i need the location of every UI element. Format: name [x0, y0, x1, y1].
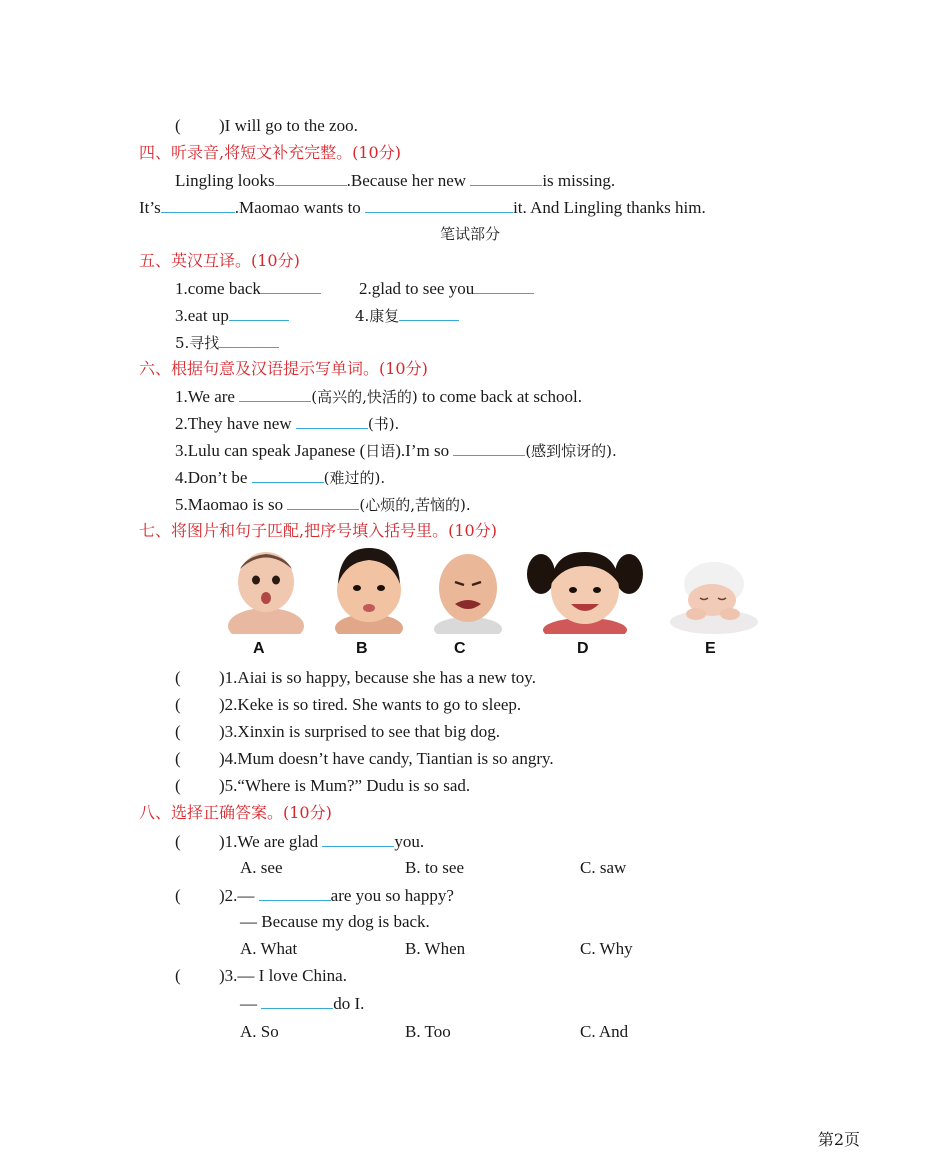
answer-blank[interactable]	[322, 830, 394, 847]
answer-blank[interactable]	[474, 277, 534, 294]
photo-label-a: A	[253, 640, 265, 657]
baby-photo-d	[525, 544, 645, 634]
passage-line-2: It’s .Maomao wants to it. And Lingling thanks him.	[139, 198, 706, 217]
answer-blank[interactable]	[470, 169, 542, 186]
choice-option-3a[interactable]: A. So	[240, 1022, 279, 1041]
choice-option-3b[interactable]: B. Too	[405, 1022, 451, 1041]
word-item-2: 2.They have new (书).	[175, 414, 400, 433]
translation-item-5: 5.寻找	[175, 331, 279, 354]
photo-label-b: B	[356, 640, 368, 657]
answer-blank[interactable]	[239, 385, 311, 402]
choice-option-1c[interactable]: C. saw	[580, 858, 627, 877]
answer-blank[interactable]	[261, 992, 333, 1009]
translation-item-2: 2.glad to see you	[359, 277, 534, 300]
answer-blank[interactable]	[219, 331, 279, 348]
answer-blank[interactable]	[261, 277, 321, 294]
match-sentence-1: ( )1.Aiai is so happy, because she has a new toy.	[175, 668, 536, 687]
word-item-1: 1.We are (高兴的,快活的) to come back at school.	[175, 387, 582, 406]
match-sentence-5: ( )5.“Where is Mum?” Dudu is so sad.	[175, 776, 471, 795]
baby-photo-a	[225, 544, 307, 634]
section-7-heading: 七、将图片和句子匹配,把序号填入括号里。(10分)	[139, 521, 497, 540]
word-item-4: 4.Don’t be (难过的).	[175, 468, 386, 487]
answer-blank[interactable]	[296, 412, 368, 429]
answer-parenthesis[interactable]: (	[175, 886, 181, 905]
answer-parenthesis[interactable]: (	[175, 749, 181, 768]
choice-question-2-reply: — Because my dog is back.	[240, 912, 430, 931]
word-item-5: 5.Maomao is so (心烦的,苦恼的).	[175, 495, 471, 514]
answer-parenthesis[interactable]: (	[175, 776, 181, 795]
section-8-heading: 八、选择正确答案。(10分)	[139, 803, 332, 822]
choice-question-3: ( )3.— I love China.	[175, 966, 347, 985]
choice-question-2: ( )2.— are you so happy?	[175, 886, 454, 905]
photo-label-c: C	[454, 640, 466, 657]
baby-photo-c	[431, 544, 505, 634]
choice-option-3c[interactable]: C. And	[580, 1022, 629, 1041]
answer-parenthesis[interactable]: (	[175, 668, 181, 687]
passage-line-1: Lingling looks .Because her new is missing.	[175, 171, 616, 190]
translation-item-4: 4.康复	[355, 304, 459, 327]
answer-blank[interactable]	[161, 196, 235, 213]
answer-blank[interactable]	[229, 304, 289, 321]
answer-parenthesis[interactable]: (	[175, 832, 181, 851]
answer-blank[interactable]	[252, 466, 324, 483]
choice-option-2a[interactable]: A. What	[240, 939, 298, 958]
answer-parenthesis[interactable]: (	[175, 116, 181, 135]
choice-option-2b[interactable]: B. When	[405, 939, 466, 958]
match-sentence-4: ( )4.Mum doesn’t have candy, Tiantian is so angry.	[175, 749, 554, 768]
choice-option-1b[interactable]: B. to see	[405, 858, 465, 877]
match-sentence-2: ( )2.Keke is so tired. She wants to go to sleep.	[175, 695, 522, 714]
photo-label-d: D	[577, 640, 589, 657]
answer-blank[interactable]	[287, 493, 359, 510]
baby-photo-b	[330, 544, 408, 634]
section-6-heading: 六、根据句意及汉语提示写单词。(10分)	[139, 359, 428, 378]
match-sentence-3: ( )3.Xinxin is surprised to see that big dog.	[175, 722, 500, 741]
answer-blank[interactable]	[275, 169, 347, 186]
written-part-title: 笔试部分	[440, 225, 501, 243]
choice-question-1: ( )1.We are glad you.	[175, 832, 425, 851]
answer-blank[interactable]	[365, 196, 513, 213]
answer-blank[interactable]	[399, 304, 459, 321]
section-5-heading: 五、英汉互译。(10分)	[139, 251, 300, 270]
choice-option-2c[interactable]: C. Why	[580, 939, 633, 958]
question-line: ( )I will go to the zoo.	[175, 116, 358, 135]
photo-label-e: E	[705, 640, 716, 657]
answer-blank[interactable]	[453, 439, 525, 456]
answer-parenthesis[interactable]: (	[175, 695, 181, 714]
baby-photo-e	[666, 544, 762, 634]
translation-item-1: 1.come back	[175, 277, 321, 300]
answer-parenthesis[interactable]: (	[175, 722, 181, 741]
choice-question-3-reply: — do I.	[240, 994, 365, 1013]
section-4-heading: 四、听录音,将短文补充完整。(10分)	[139, 143, 401, 162]
answer-parenthesis[interactable]: (	[175, 966, 181, 985]
word-item-3: 3.Lulu can speak Japanese (日语).I’m so (感到惊讶的).	[175, 441, 617, 460]
choice-option-1a[interactable]: A. see	[240, 858, 283, 877]
page-number: 第2页	[817, 1130, 860, 1149]
translation-item-3: 3.eat up	[175, 304, 289, 327]
answer-blank[interactable]	[259, 884, 331, 901]
